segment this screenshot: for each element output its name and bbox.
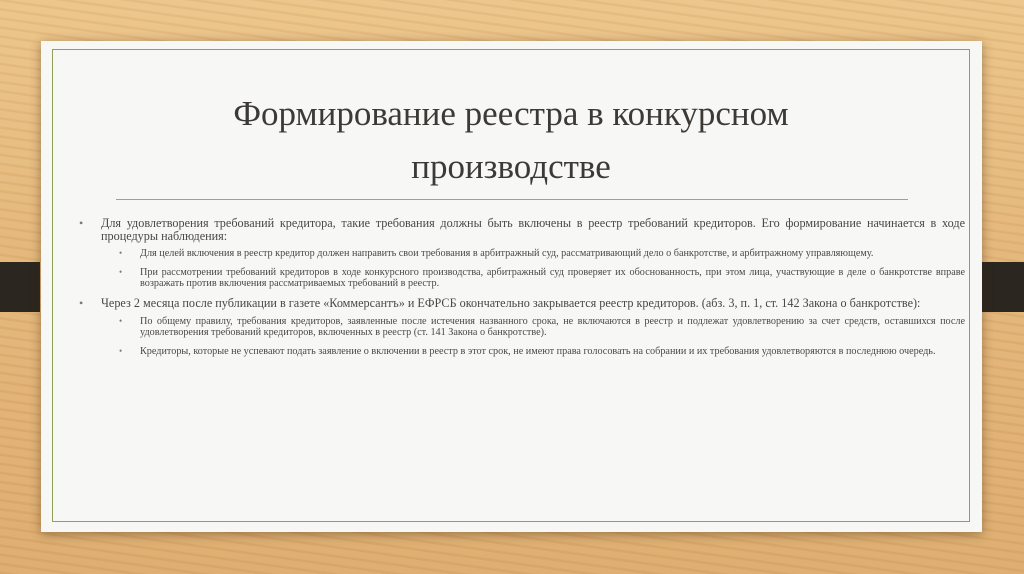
- sub-bullet-text: Кредиторы, которые не успевают подать заявление о включении в реестр в этот срок, не имеют права голосовать на собрании и их требования удовлетворяются в последнюю очередь.: [140, 345, 936, 357]
- sub-bullet-text: Для целей включения в реестр кредитор должен направить свои требования в арбитражный суд, рассматривающий дело о банкротстве, и арбитражному управляющему.: [140, 248, 874, 259]
- title-divider: [116, 199, 908, 200]
- bullet-text: Для удовлетворения требований кредитора, такие требования должны быть включены в реестр требований кредиторов. Его формирование начинается в ходе процедуры наблюдения:: [101, 216, 965, 243]
- slide-body: [79, 216, 965, 365]
- slide-card: [41, 41, 982, 532]
- bullet-dot-icon: •: [79, 216, 84, 230]
- sub-bullet-dot-icon: •: [119, 315, 123, 326]
- bullet-item-2: [79, 296, 965, 310]
- bullet-text: Через 2 месяца после публикации в газете «Коммерсантъ» и ЕФРСБ окончательно закрывается реестр кредиторов. (абз. 3, п. 1, ст. 142 Закона о банкротстве):: [101, 296, 921, 310]
- sub-bullet-item-1-2: [119, 267, 965, 289]
- bullet-dot-icon: •: [79, 296, 84, 310]
- sub-bullet-text: По общему правилу, требования кредиторов, заявленные после истечения названного срока, не включаются в реестр и подлежат удовлетворению за счет средств, оставшихся после удовлетворения требований кредиторов, включенных в реестр (ст. 141 Закона о банкротстве).: [140, 315, 965, 338]
- slide-title: [101, 87, 921, 193]
- sub-bullet-dot-icon: •: [119, 345, 123, 356]
- sub-bullet-dot-icon: •: [119, 248, 123, 258]
- bullet-item-1: [79, 216, 965, 243]
- sub-bullet-text: При рассмотрении требований кредиторов в ходе конкурсного производства, арбитражный суд проверяет их обоснованность, при этом лица, участвующие в деле о банкротстве вправе возражать против включения рассматриваемых требований в реестр.: [140, 267, 965, 289]
- slide-title-line2: производстве: [411, 147, 611, 186]
- sub-bullet-item-2-2: [119, 345, 965, 357]
- sub-bullet-item-2-1: [119, 315, 965, 338]
- slide-title-line1: Формирование реестра в конкурсном: [233, 94, 789, 133]
- left-dark-band: [0, 262, 40, 312]
- sub-bullet-dot-icon: •: [119, 267, 123, 277]
- sub-bullet-item-1-1: [119, 248, 965, 259]
